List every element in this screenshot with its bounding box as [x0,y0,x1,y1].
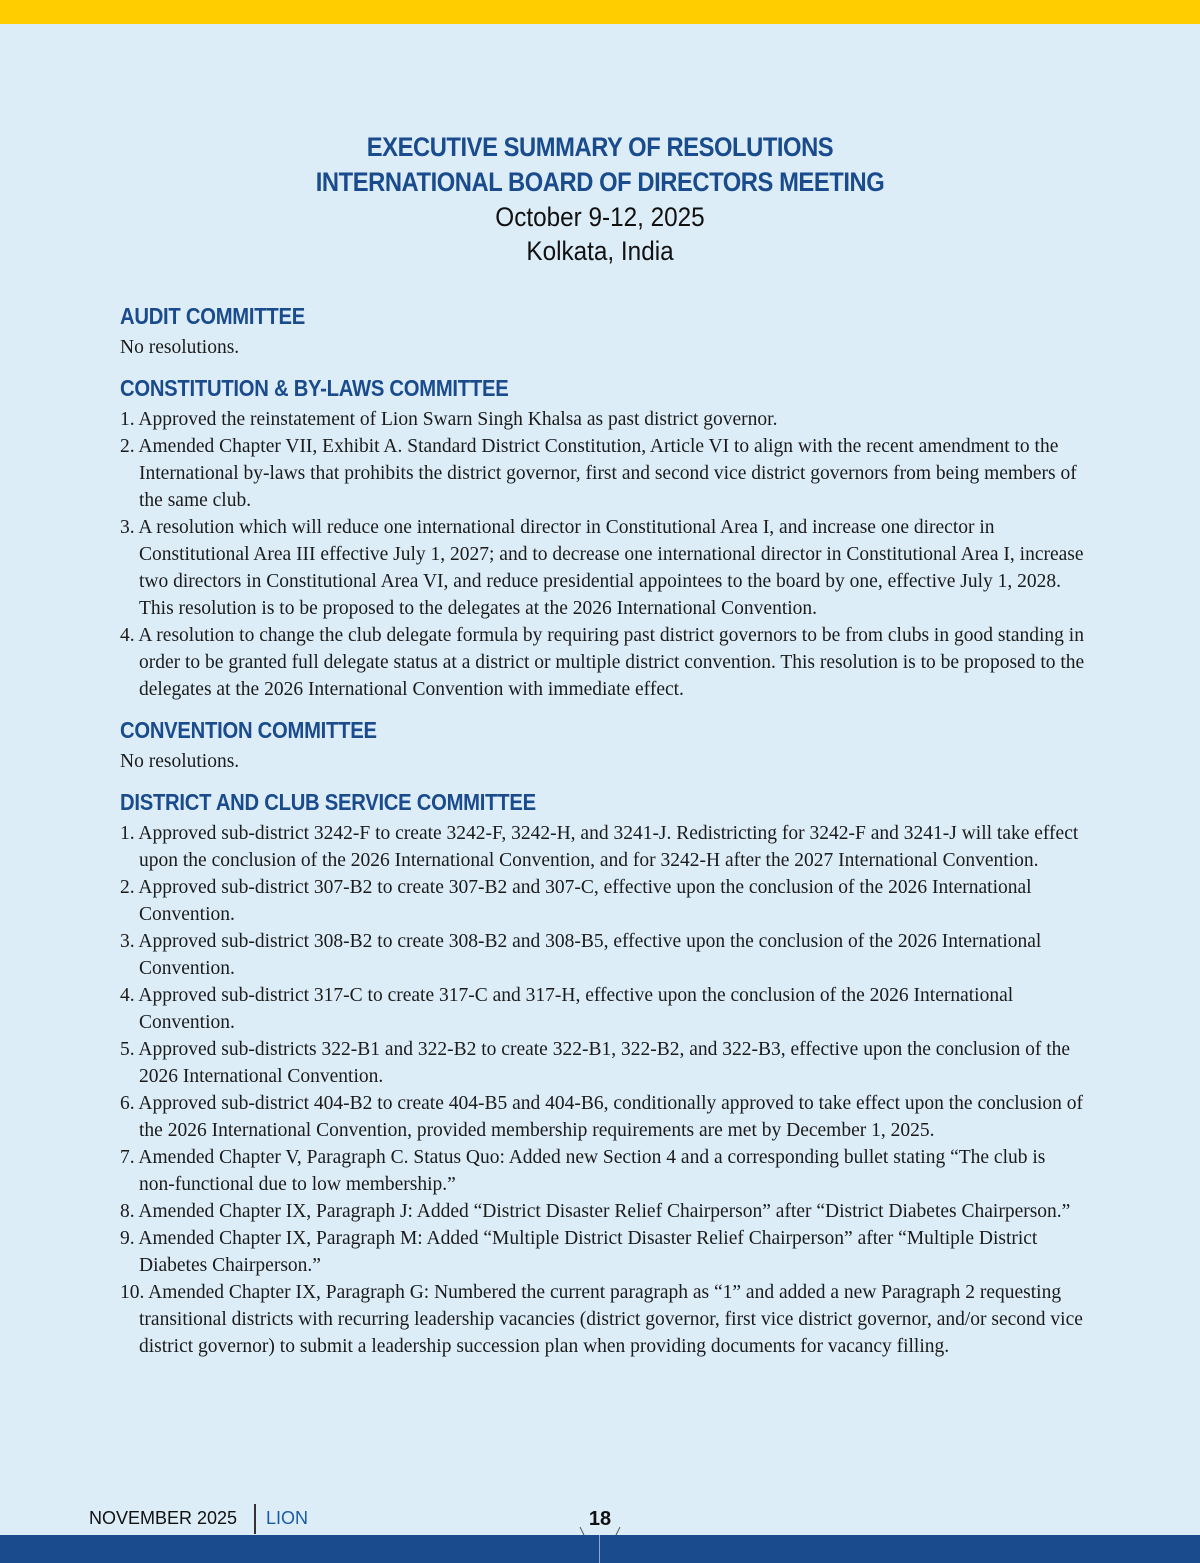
list-item: 2. Approved sub-district 307-B2 to create 307-B2 and 307-C, effective upon the conclusion of the 2026 International Convention. [120,877,1032,925]
doc-title-line1: EXECUTIVE SUMMARY OF RESOLUTIONS [366,132,834,162]
resolutions-body [120,298,1085,1369]
list-item: 6. Approved sub-district 404-B2 to create 404-B5 and 404-B6, conditionally approved to take effect upon the conclusion of the 2026 International Convention, provided membership requirements are met by December 1, 2025. [120,1093,1084,1141]
section-heading: CONVENTION COMMITTEE [120,717,377,743]
section-text: No resolutions. [120,751,240,772]
list-item: 3. A resolution which will reduce one international director in Constitutional Area I, and increase one director in Constitutional Area III effective July 1, 2027; and to decrease one international director in Constitutional Area I, increase two directors in Constitutional Area VI, and reduce presidential appointees to the board by one, effective July 1, 2028. This resolution is to be proposed to the delegates at the 2026 International Convention. [120,517,1084,619]
bottom-bar-divider [599,1535,600,1563]
section-text: No resolutions. [120,337,240,358]
issue-month: NOVEMBER 2025 [89,1508,238,1528]
magazine-name: LION [266,1508,309,1528]
list-item: 1. Approved the reinstatement of Lion Swarn Singh Khalsa as past district governor. [120,409,778,430]
section-district-club-service-committee [120,784,1085,1360]
list-item: 8. Amended Chapter IX, Paragraph J: Added “District Disaster Relief Chairperson” after “District Diabetes Chairperson.” [120,1201,1071,1222]
page-footer [0,1502,1200,1563]
list-item: 7. Amended Chapter V, Paragraph C. Status Quo: Added new Section 4 and a corresponding bullet stating “The club is non-functional due to low membership.” [120,1147,1046,1195]
list-item: 10. Amended Chapter IX, Paragraph G: Numbered the current paragraph as “1” and added a new Paragraph 2 requesting transitional districts with recurring leadership vacancies (district governor, first vice district governor, and/or second vice district governor) to submit a leadership succession plan when providing documents for vacancy filling. [120,1282,1083,1357]
document-header [0,130,1200,268]
section-audit-committee [120,298,1085,361]
list-item: 4. Approved sub-district 317-C to create 317-C and 317-H, effective upon the conclusion of the 2026 International Convention. [120,985,1014,1033]
section-constitution-committee [120,370,1085,703]
section-heading: CONSTITUTION & BY-LAWS COMMITTEE [120,375,509,401]
footer-divider [254,1504,256,1534]
meeting-location: Kolkata, India [526,236,674,266]
list-item: 2. Amended Chapter VII, Exhibit A. Standard District Constitution, Article VI to align with the recent amendment to the International by-laws that prohibits the district governor, first and second vice district governors from being members of the same club. [120,436,1077,511]
list-item: 3. Approved sub-district 308-B2 to create 308-B2 and 308-B5, effective upon the conclusion of the 2026 International Convention. [120,931,1042,979]
section-heading: AUDIT COMMITTEE [120,303,305,329]
section-heading: DISTRICT AND CLUB SERVICE COMMITTEE [120,789,536,815]
bottom-accent-bar [0,1535,1200,1563]
list-item: 5. Approved sub-districts 322-B1 and 322-B2 to create 322-B1, 322-B2, and 322-B3, effective upon the conclusion of the 2026 International Convention. [120,1039,1071,1087]
doc-title-line2: INTERNATIONAL BOARD OF DIRECTORS MEETING [315,167,885,197]
section-convention-committee [120,712,1085,775]
list-item: 9. Amended Chapter IX, Paragraph M: Added “Multiple District Disaster Relief Chairperson” after “Multiple District Diabetes Chairperson.” [120,1228,1038,1276]
resolution-list [120,406,1085,703]
top-accent-bar [0,0,1200,24]
meeting-date: October 9-12, 2025 [495,202,705,232]
list-item: 4. A resolution to change the club delegate formula by requiring past district governors to be from clubs in good standing in order to be granted full delegate status at a district or multiple district convention. This resolution is to be proposed to the delegates at the 2026 International Convention with immediate effect. [120,625,1085,700]
list-item: 1. Approved sub-district 3242-F to create 3242-F, 3242-H, and 3241-J. Redistricting for 3242-F and 3241-J will take effect upon the conclusion of the 2026 International Convention, and for 3242-H after the 2027 International Convention. [120,823,1079,871]
page-number: 18 [588,1508,612,1530]
resolution-list [120,820,1085,1360]
